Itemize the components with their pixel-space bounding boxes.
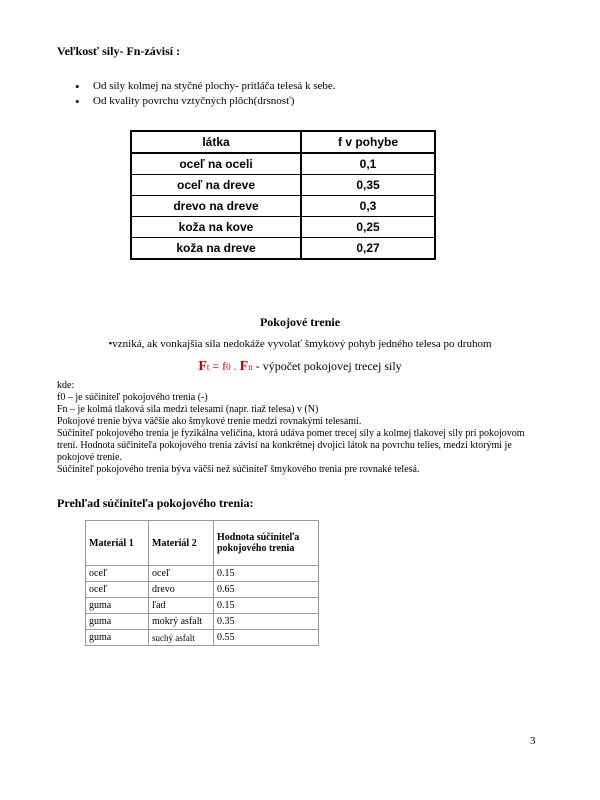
section-heading-force: Veľkosť sily- Fn-závisí : [57,44,181,58]
table-cell: oceľ [86,566,149,582]
formula-description: - výpočet pokojovej trecej sily [252,359,402,373]
explanation-line: Súčiniteľ pokojového trenia býva väčší než súčiniteľ šmykového trenia pre rovnaké telesá. [57,464,420,475]
table-row [86,614,319,630]
table-cell: suchý asfalt [149,630,214,646]
static-friction-table [85,520,319,646]
table-row [131,217,435,238]
table-header-cell: f v pohybe [301,131,435,153]
table-cell: 0.35 [214,614,319,630]
section-title-static-friction: Pokojové trenie [259,315,341,329]
table-cell: 0.65 [214,582,319,598]
table-header-row [131,131,435,153]
explanation-line: Pokojové trenie býva väčšie ako šmykové trenie medzi rovnakými telesami. [57,416,362,427]
table-row [131,238,435,260]
table-header-cell: látka [131,131,301,153]
table-header-cell: Materiál 1 [86,521,149,566]
formula-subscript: t [206,362,210,372]
page-number: 3 [530,735,536,747]
bullet-item: • Od kvality povrchu vztyčných plôch(drsnosť) [75,94,336,109]
table-cell: 0.15 [214,566,319,582]
friction-table-motion [130,130,436,260]
table-cell: drevo [149,582,214,598]
explanation-line: kde: [57,380,75,391]
table-cell: guma [86,614,149,630]
bullet-item: • Od sily kolmej na styčné plochy- pritláča telesá k sebe. [75,79,336,94]
bullet-list [75,79,336,109]
table-row [86,566,319,582]
table-row [131,196,435,217]
formula-subscript: n [248,362,253,372]
explanation-block [57,380,527,476]
table-row [131,153,435,175]
explanation-line: Fn – je kolmá tlaková sila medzi telesami (napr. tiaž telesa) v (N) [57,404,319,415]
table-header-row [86,521,319,566]
table-cell: oceľ [149,566,214,582]
table-cell: guma [86,598,149,614]
table-header-cell: Materiál 2 [149,521,214,566]
explanation-line: f0 – je súčiniteľ pokojového trenia (-) [57,392,208,403]
table-cell: 0,35 [301,175,435,196]
table-cell: koža na dreve [131,238,301,260]
table-cell: drevo na dreve [131,196,301,217]
table-row [86,582,319,598]
table-cell: 0,27 [301,238,435,260]
table-cell: guma [86,630,149,646]
formula-force-symbol: F [239,359,249,374]
table-cell: mokrý asfalt [149,614,214,630]
table-cell: 0,3 [301,196,435,217]
table-cell: koža na kove [131,217,301,238]
table-cell: 0.15 [214,598,319,614]
explanation-line: Súčiniteľ pokojového trenia je fyzikálna veličina, ktorá udáva pomer trecej sily a kolmej tlakovej sily pri pokojovom trení. Hodnota súčiniteľa pokojového trenia závisí na konkrétnej dvojici látok na povrchu telies, medzi ktorými je pokojové trenie. [57,428,525,463]
table-cell: oceľ na dreve [131,175,301,196]
table-row [86,630,319,646]
table-row [86,598,319,614]
formula-line [0,359,600,375]
table-cell: oceľ [86,582,149,598]
table-cell: 0,25 [301,217,435,238]
formula-subscript: 0 [226,362,231,372]
table-cell: ľad [149,598,214,614]
table-row [131,175,435,196]
section-heading-overview: Prehľad súčiniteľa pokojového trenia: [57,496,254,510]
table-cell: 0,1 [301,153,435,175]
table-cell: 0.55 [214,630,319,646]
formula-equals: = f [209,359,227,373]
table-cell: oceľ na oceli [131,153,301,175]
intro-text: •vzniká, ak vonkajšia sila nedokáže vyvolať šmykový pohyb jedného telesa po druhom [108,338,492,350]
formula-dot: . [230,359,240,373]
table-header-cell: Hodnota súčiniteľa pokojového trenia [214,521,319,566]
formula-force-symbol: F [198,359,207,374]
